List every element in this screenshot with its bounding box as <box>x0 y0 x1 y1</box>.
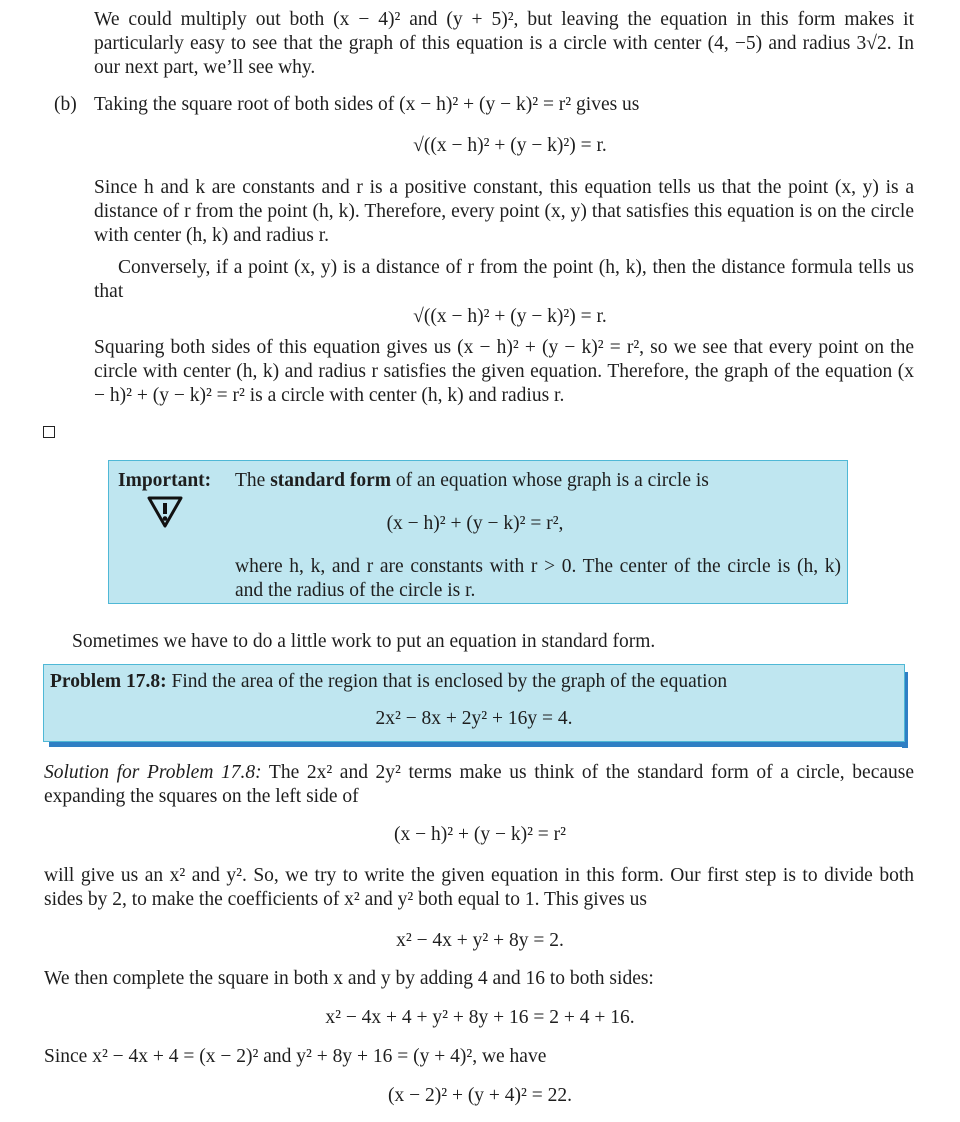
important-box <box>108 460 848 604</box>
problem-box <box>43 664 905 742</box>
important-term-standard-form: standard form <box>270 470 391 491</box>
paragraph-sometimes: Sometimes we have to do a little work to put an equation in standard form. <box>72 631 656 652</box>
equation-completed: x² − 4x + 4 + y² + 8y + 16 = 2 + 4 + 16. <box>325 1007 635 1028</box>
equation-sqrt-1: √((x − h)² + (y − k)²) = r. <box>413 135 607 156</box>
important-equation: (x − h)² + (y − k)² = r², <box>386 513 564 534</box>
warning-icon <box>145 495 185 529</box>
problem-text: Find the area of the region that is enclosed by the graph of the equation <box>171 671 728 692</box>
paragraph-complete-square: We then complete the square in both x and y by adding 4 and 16 to both sides: <box>44 968 654 989</box>
problem-label: Problem 17.8: <box>50 671 167 692</box>
paragraph-since: Since x² − 4x + 4 = (x − 2)² and y² + 8y + 16 = (y + 4)², we have <box>44 1046 547 1067</box>
part-b-label: (b) <box>54 94 77 115</box>
important-line-1 <box>235 469 841 493</box>
problem-statement <box>50 670 727 694</box>
problem-equation: 2x² − 8x + 2y² + 16y = 4. <box>375 708 573 729</box>
equation-divided: x² − 4x + y² + 8y = 2. <box>396 930 564 951</box>
part-b-intro: Taking the square root of both sides of (x − h)² + (y − k)² = r² gives us <box>94 94 640 115</box>
important-line-1-end: of an equation whose graph is a circle is <box>391 470 709 491</box>
paragraph-conversely: Conversely, if a point (x, y) is a distance of r from the point (h, k), then the distance formula tells us that <box>94 257 914 302</box>
intro-paragraph <box>94 8 914 80</box>
solution-text: The 2x² and 2y² terms make us think of the standard form of a circle, because expanding the squares on the left side of <box>44 762 914 807</box>
important-line-2: where h, k, and r are constants with r > 0. The center of the circle is (h, k) and the radius of the circle is r. <box>235 556 841 601</box>
equation-standard-form: (x − h)² + (y − k)² = r² <box>394 824 566 845</box>
equation-sqrt-2: √((x − h)² + (y − k)²) = r. <box>413 306 607 327</box>
important-line-1-start: The <box>235 470 271 491</box>
solution-label: Solution for Problem 17.8: <box>44 762 262 783</box>
paragraph-squaring: Squaring both sides of this equation gives us (x − h)² + (y − k)² = r², so we see that every point on the circle with center (h, k) and radius r satisfies the given equation. Therefore, the graph of the equation (x − h)² + (y − k)² = r² is a circle with center (h, k) and radius r. <box>94 337 914 406</box>
solution-paragraph <box>44 761 914 809</box>
intro-text: We could multiply out both (x − 4)² and (y + 5)², but leaving the equation in this form makes it particularly easy to see that the graph of this equation is a circle with center (4, −5) and radius 3√2. In our next part, we’ll see why. <box>94 9 914 78</box>
paragraph-will-give: will give us an x² and y². So, we try to write the given equation in this form. Our first step is to divide both sides by 2, to make the coefficients of x² and y² both equal to 1. This gives us <box>44 865 914 910</box>
equation-final: (x − 2)² + (y + 4)² = 22. <box>387 1085 573 1106</box>
paragraph-since-h-k: Since h and k are constants and r is a positive constant, this equation tells us that the point (x, y) is a distance of r from the point (h, k). Therefore, every point (x, y) that satisfies this equation is on the circle with center (h, k) and radius r. <box>94 177 914 246</box>
important-label: Important: <box>118 470 212 491</box>
end-of-proof-box <box>43 426 55 438</box>
